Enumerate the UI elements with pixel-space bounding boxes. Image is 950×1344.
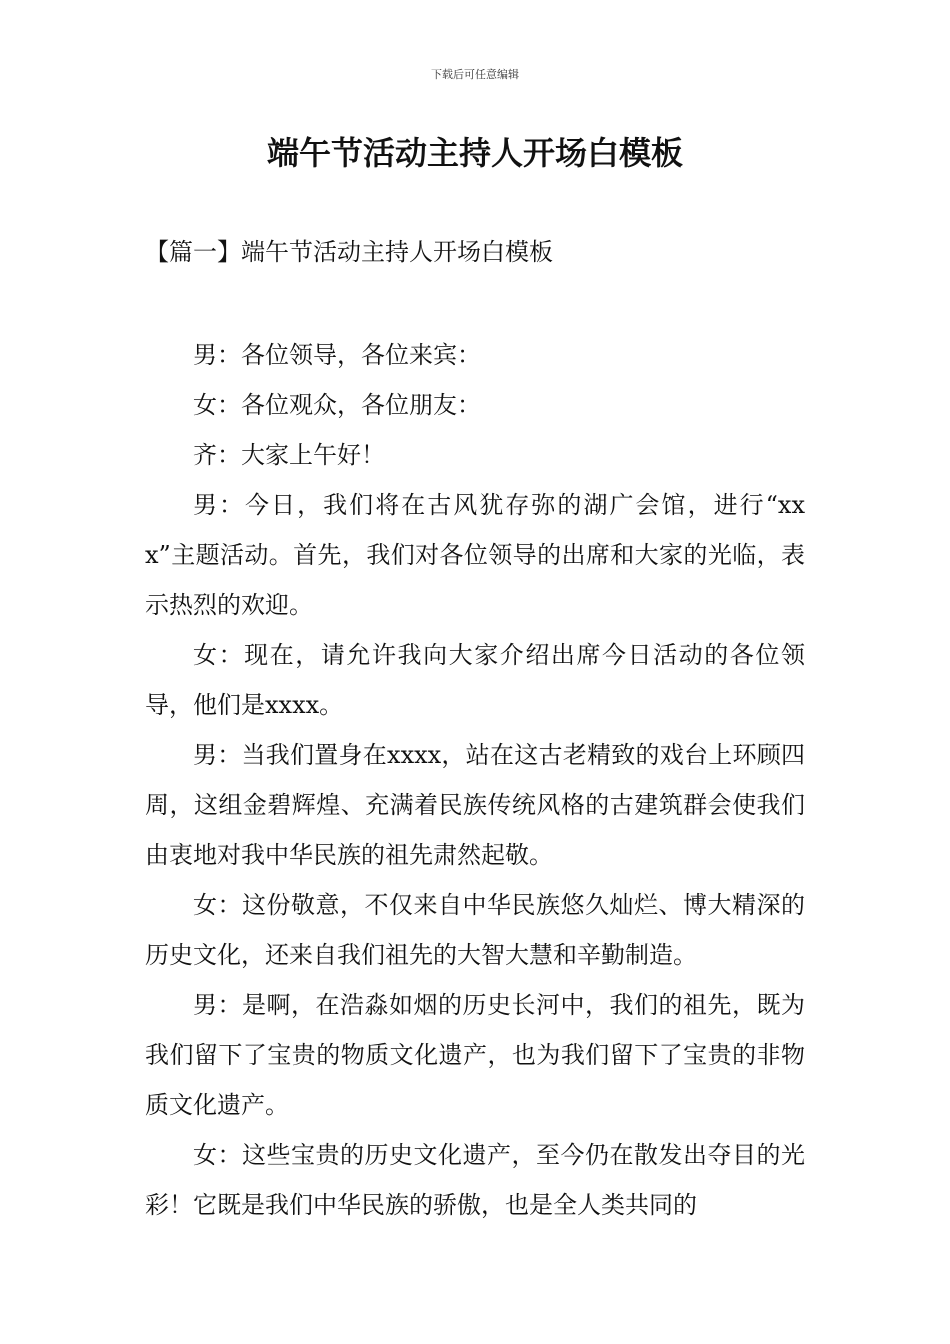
paragraph: 女：各位观众，各位朋友：: [193, 391, 481, 419]
paragraph: 女：现在，请允许我向大家介绍出席今日活动的各位领导，他们是xxxx。: [145, 641, 805, 719]
paragraph: 女：这些宝贵的历史文化遗产，至今仍在散发出夺目的光彩！它既是我们中华民族的骄傲，也是全人类共同的: [145, 1141, 805, 1219]
paragraph: 男：是啊，在浩淼如烟的历史长河中，我们的祖先，既为我们留下了宝贵的物质文化遗产，也为我们留下了宝贵的非物质文化遗产。: [145, 991, 805, 1119]
paragraph: 男：今日，我们将在古风犹存弥的湖广会馆，进行“xxx”主题活动。首先，我们对各位领导的出席和大家的光临，表示热烈的欢迎。: [145, 491, 805, 619]
document-title: 端午节活动主持人开场白模板: [266, 134, 683, 172]
document-body: [145, 330, 805, 1230]
paragraph: 女：这份敬意，不仅来自中华民族悠久灿烂、博大精深的历史文化，还来自我们祖先的大智大慧和辛勤制造。: [145, 891, 805, 969]
header-note: 下载后可任意编辑: [431, 68, 519, 81]
paragraph: 男：当我们置身在xxxx，站在这古老精致的戏台上环顾四周，这组金碧辉煌、充满着民族传统风格的古建筑群会使我们由衷地对我中华民族的祖先肃然起敬。: [145, 741, 805, 869]
paragraph: 男：各位领导，各位来宾：: [193, 341, 481, 369]
paragraph: 齐：大家上午好！: [193, 441, 385, 469]
section-heading: 【篇一】端午节活动主持人开场白模板: [145, 238, 553, 266]
